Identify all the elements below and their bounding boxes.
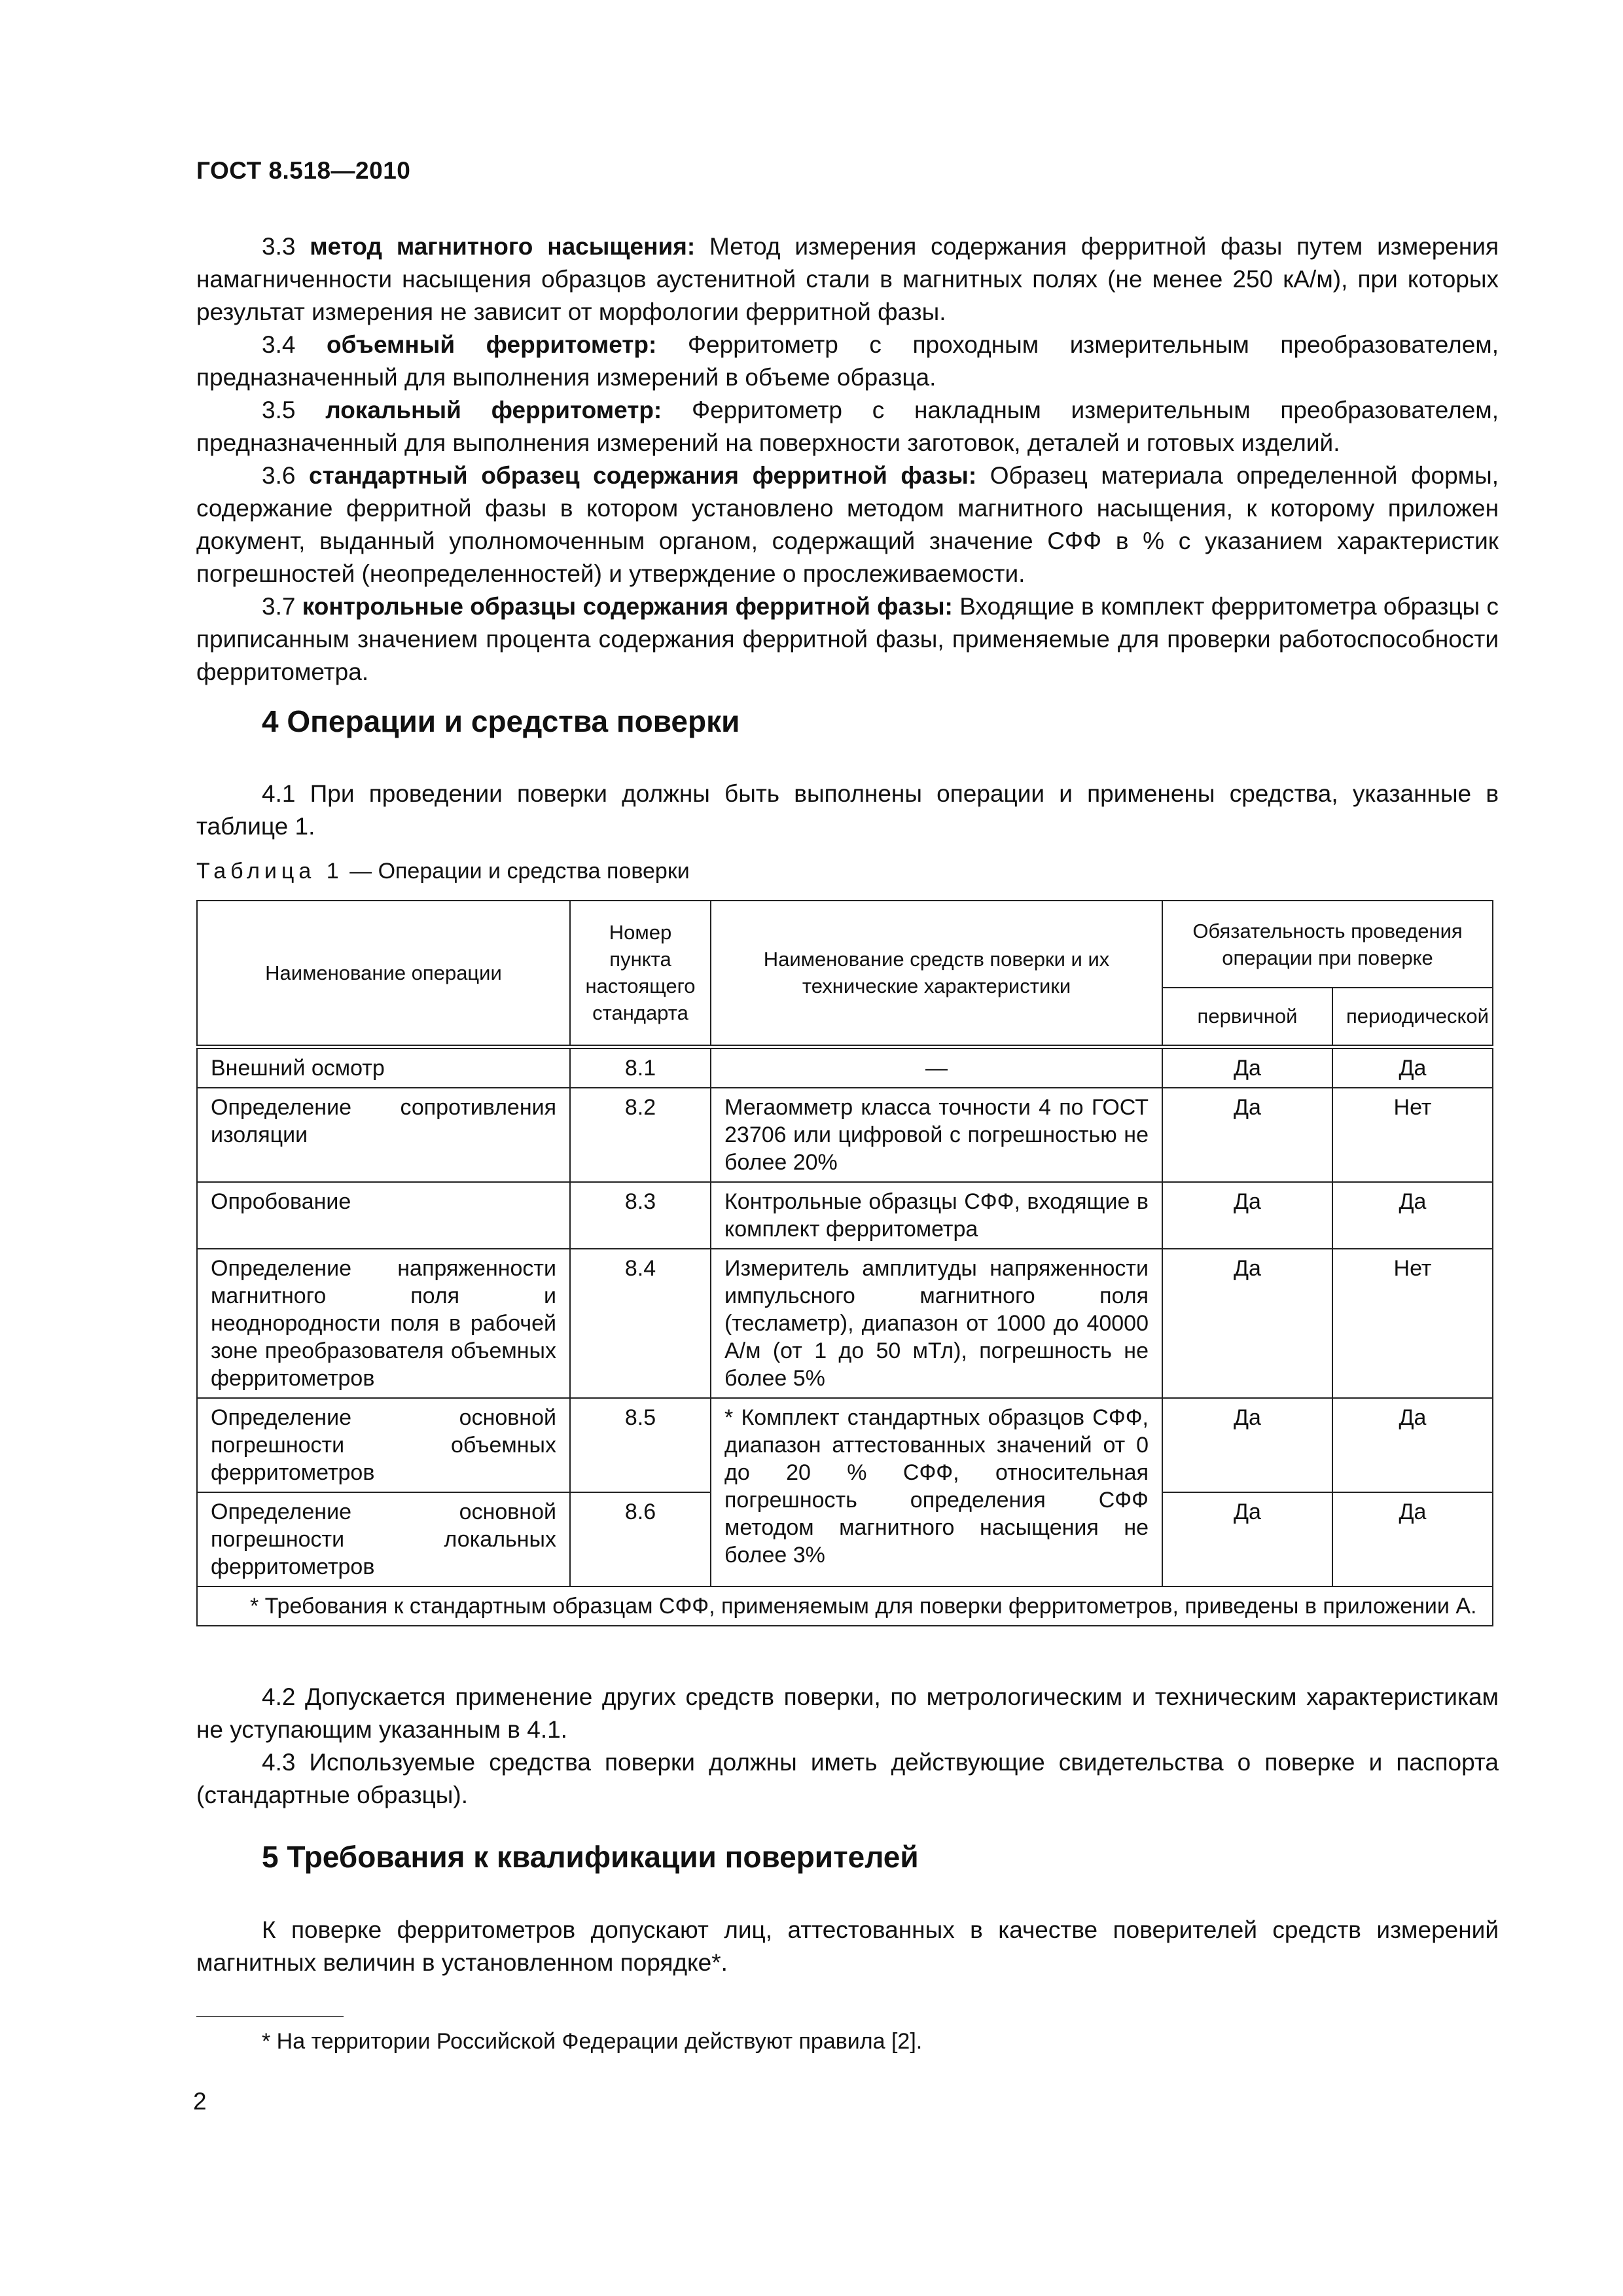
definition-term: контрольные образцы содержания ферритной фазы: [302, 593, 953, 620]
definition-3-3 [196, 230, 1499, 329]
section-3-definitions [196, 230, 1499, 689]
cell-primary: Да [1162, 1492, 1332, 1587]
cell-operation: Определение основной погрешности локальных ферритометров [197, 1492, 570, 1587]
table-footnote-row [197, 1587, 1493, 1626]
table-row [197, 1182, 1493, 1249]
paragraph-4-2: 4.2 Допускается применение других средств поверки, по метрологическим и техническим характеристикам не уступающим указанным в 4.1. [196, 1683, 1499, 1743]
definition-number: 3.4 [262, 331, 296, 358]
section-5-paragraph: К поверке ферритометров допускают лиц, аттестованных в качестве поверителей средств измерений магнитных величин в установленном порядке*. [196, 1916, 1499, 1976]
definition-term: стандартный образец содержания ферритной фазы: [309, 462, 977, 489]
definition-text: Ферритометр с проходным измерительным преобразователем, предназначенный для выполнения измерений в объеме образца. [196, 331, 1499, 391]
table-row [197, 1398, 1493, 1492]
cell-means: Мегаомметр класса точности 4 по ГОСТ 23706 или цифровой с погрешностью не более 20% [711, 1088, 1162, 1182]
cell-periodic: Да [1332, 1398, 1493, 1492]
header-item-number: Номер пункта настоящего стандарта [570, 901, 711, 1047]
definition-text: Ферритометр с накладным измерительным преобразователем, предназначенный для выполнения измерений на поверхности заготовок, деталей и готовых изделий. [196, 397, 1499, 456]
header-periodic: периодической [1332, 988, 1493, 1047]
definition-text: Входящие в комплект ферритометра образцы с приписанным значением процента содержания ферритной фазы, применяемые для проверки работоспособности ферритометра. [196, 593, 1499, 685]
cell-primary: Да [1162, 1088, 1332, 1182]
cell-item: 8.2 [570, 1088, 711, 1182]
cell-item: 8.6 [570, 1492, 711, 1587]
cell-means: Контрольные образцы СФФ, входящие в комплект ферритометра [711, 1182, 1162, 1249]
cell-periodic: Да [1332, 1047, 1493, 1088]
definition-text: Метод измерения содержания ферритной фазы путем измерения намагниченности насыщения образцов аустенитной стали в магнитных полях (не менее 250 кА/м), при которых результат измерения не зависит от морфологии ферритной фазы. [196, 233, 1499, 325]
cell-periodic: Нет [1332, 1088, 1493, 1182]
definition-number: 3.5 [262, 397, 296, 423]
section-5-text [196, 1914, 1499, 1979]
definition-term: объемный ферритометр: [327, 331, 657, 358]
table-caption [196, 859, 690, 884]
definition-term: метод магнитного насыщения: [310, 233, 696, 260]
cell-means: Измеритель амплитуды напряженности импульсного магнитного поля (тесламетр), диапазон от 1000 до 40000 А/м (от 1 до 50 мТл), погрешность не более 5% [711, 1249, 1162, 1398]
cell-item: 8.3 [570, 1182, 711, 1249]
cell-primary: Да [1162, 1047, 1332, 1088]
cell-primary: Да [1162, 1398, 1332, 1492]
table-row [197, 1047, 1493, 1088]
table-caption-label: Таблица 1 [196, 859, 344, 884]
page-number: 2 [193, 2088, 207, 2115]
page-footnote: * На территории Российской Федерации действуют правила [2]. [262, 2029, 923, 2054]
cell-operation: Определение сопротивления изоляции [197, 1088, 570, 1182]
definition-number: 3.3 [262, 233, 296, 260]
definition-term: локальный ферритометр: [325, 397, 662, 423]
table-row [197, 1249, 1493, 1398]
paragraphs-4-2-4-3 [196, 1681, 1499, 1812]
cell-item: 8.4 [570, 1249, 711, 1398]
verification-table [196, 900, 1493, 1626]
definition-number: 3.6 [262, 462, 296, 489]
definition-3-5 [196, 394, 1499, 459]
header-means: Наименование средств поверки и их технические характеристики [711, 901, 1162, 1047]
table-footnote: * Требования к стандартным образцам СФФ, применяемым для поверки ферритометров, приведены в приложении А. [197, 1587, 1493, 1626]
cell-periodic: Да [1332, 1492, 1493, 1587]
header-operation: Наименование операции [197, 901, 570, 1047]
paragraph-4-3: 4.3 Используемые средства поверки должны иметь действующие свидетельства о поверке и паспорта (стандартные образцы). [196, 1749, 1499, 1808]
definition-3-6 [196, 459, 1499, 590]
cell-operation: Опробование [197, 1182, 570, 1249]
header-primary: первичной [1162, 988, 1332, 1047]
cell-item: 8.1 [570, 1047, 711, 1088]
definition-3-7 [196, 590, 1499, 689]
cell-operation: Определение напряженности магнитного поля и неоднородности поля в рабочей зоне преобразователя объемных ферритометров [197, 1249, 570, 1398]
table-caption-text: — Операции и средства поверки [343, 859, 690, 884]
paragraph-4-1-text: 4.1 При проведении поверки должны быть выполнены операции и применены средства, указанные в таблице 1. [196, 780, 1499, 840]
cell-operation: Внешний осмотр [197, 1047, 570, 1088]
cell-means: — [711, 1047, 1162, 1088]
section-5-heading: 5 Требования к квалификации поверителей [262, 1840, 919, 1874]
definition-3-4 [196, 329, 1499, 394]
cell-periodic: Нет [1332, 1249, 1493, 1398]
definition-text: Образец материала определенной формы, содержание ферритной фазы в котором установлено методом магнитного насыщения, к которому приложен документ, выданный уполномоченным органом, содержащий значение СФФ в % с указанием характеристик погрешностей (неопределенностей) и утверждение о прослеживаемости. [196, 462, 1499, 587]
cell-item: 8.5 [570, 1398, 711, 1492]
table-row [197, 1088, 1493, 1182]
page-header-standard: ГОСТ 8.518—2010 [196, 157, 411, 184]
cell-operation: Определение основной погрешности объемных ферритометров [197, 1398, 570, 1492]
cell-means: * Комплект стандартных образцов СФФ, диапазон аттестованных значений от 0 до 20 % СФФ, относительная погрешность определения СФФ методом магнитного насыщения не более 3% [711, 1398, 1162, 1587]
cell-periodic: Да [1332, 1182, 1493, 1249]
cell-primary: Да [1162, 1182, 1332, 1249]
paragraph-4-1 [196, 778, 1499, 843]
section-4-heading: 4 Операции и средства поверки [262, 704, 740, 738]
header-obligation: Обязательность проведения операции при поверке [1162, 901, 1493, 988]
cell-primary: Да [1162, 1249, 1332, 1398]
definition-number: 3.7 [262, 593, 296, 620]
footnote-divider [196, 2016, 344, 2017]
